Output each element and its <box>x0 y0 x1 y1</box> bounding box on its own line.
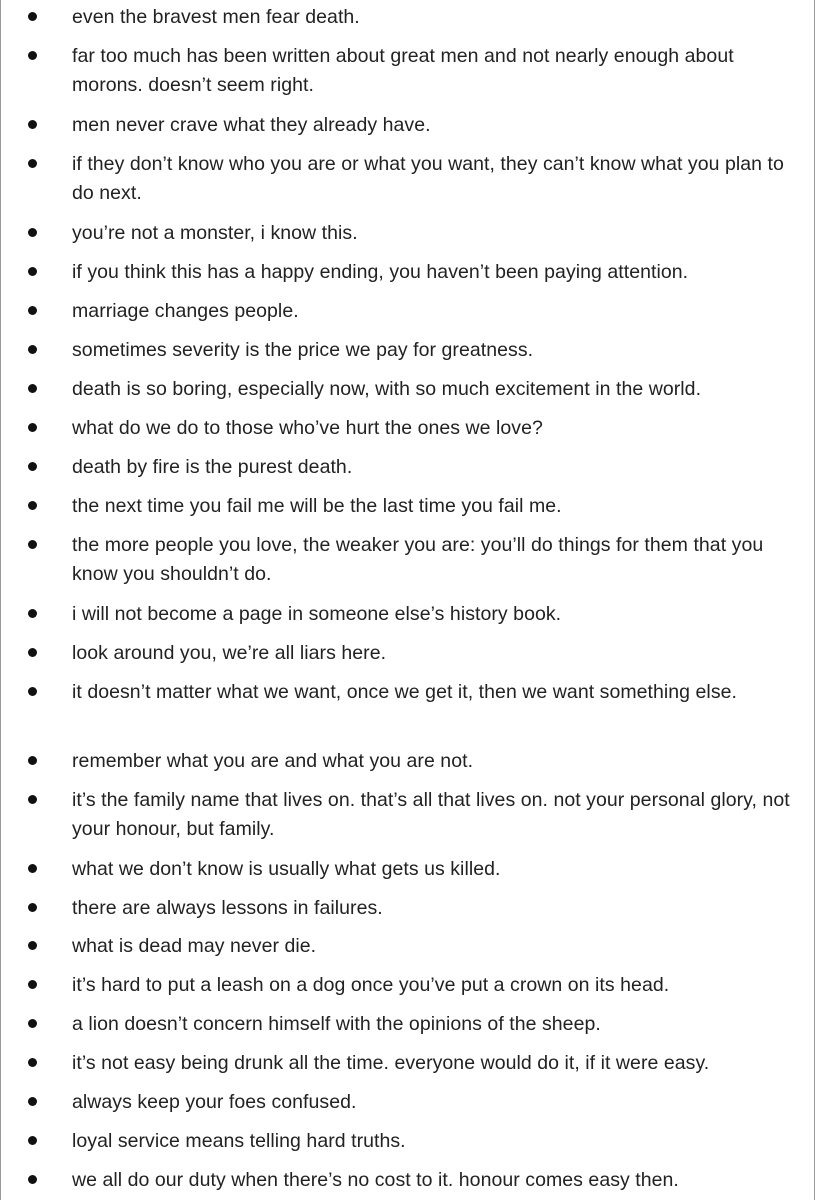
quote-text: it doesn’t matter what we want, once we get it, then we want something else. <box>72 681 737 703</box>
quote-text: it’s the family name that lives on. that’s all that lives on. not your personal glory, not your honour, but family. <box>72 789 790 840</box>
quote-text: loyal service means telling hard truths. <box>72 1130 406 1152</box>
bullet-icon <box>28 609 37 618</box>
bullet-icon <box>28 345 37 354</box>
quote-text: i will not become a page in someone else’s history book. <box>72 603 562 625</box>
quote-text: the more people you love, the weaker you are: you’ll do things for them that you know you shouldn’t do. <box>72 534 764 585</box>
quote-text: remember what you are and what you are not. <box>72 750 474 772</box>
bullet-icon <box>28 120 37 129</box>
bullet-icon <box>28 941 37 950</box>
quote-text: sometimes severity is the price we pay for greatness. <box>72 339 534 361</box>
quote-text: marriage changes people. <box>72 300 299 322</box>
quote-text: always keep your foes confused. <box>72 1091 357 1113</box>
bullet-icon <box>28 306 37 315</box>
quote-text: look around you, we’re all liars here. <box>72 642 387 664</box>
quote-text: you’re not a monster, i know this. <box>72 222 358 244</box>
quote-text: what we don’t know is usually what gets us killed. <box>72 858 501 880</box>
bullet-icon <box>28 648 37 657</box>
bullet-icon <box>28 795 37 804</box>
quote-text: what is dead may never die. <box>72 935 317 957</box>
quote-text: if they don’t know who you are or what you want, they can’t know what you plan to do next. <box>72 153 784 204</box>
bullet-icon <box>28 384 37 393</box>
bullet-icon <box>28 267 37 276</box>
quote-text: it’s not easy being drunk all the time. everyone would do it, if it were easy. <box>72 1052 710 1074</box>
bullet-icon <box>28 1097 37 1106</box>
bullet-icon <box>28 980 37 989</box>
bullet-icon <box>28 159 37 168</box>
bullet-icon <box>28 903 37 912</box>
quote-text: it’s hard to put a leash on a dog once you’ve put a crown on its head. <box>72 974 670 996</box>
quote-text: what do we do to those who’ve hurt the ones we love? <box>72 417 543 439</box>
bullet-icon <box>28 1058 37 1067</box>
quote-text: if you think this has a happy ending, you haven’t been paying attention. <box>72 261 689 283</box>
bullet-icon <box>28 864 37 873</box>
quote-text: death by fire is the purest death. <box>72 456 353 478</box>
left-frame-border <box>0 0 1 1200</box>
quote-text: death is so boring, especially now, with so much excitement in the world. <box>72 378 702 400</box>
quote-text: men never crave what they already have. <box>72 114 431 136</box>
bullet-icon <box>28 501 37 510</box>
bullet-icon <box>28 756 37 765</box>
quote-text: a lion doesn’t concern himself with the opinions of the sheep. <box>72 1013 601 1035</box>
bullet-icon <box>28 462 37 471</box>
quote-text: even the bravest men fear death. <box>72 6 360 28</box>
bullet-icon <box>28 1019 37 1028</box>
bullet-icon <box>28 51 37 60</box>
quote-text: there are always lessons in failures. <box>72 897 383 919</box>
bullet-icon <box>28 540 37 549</box>
bullet-icon <box>28 1175 37 1184</box>
bullet-icon <box>28 687 37 696</box>
bullet-icon <box>28 1136 37 1145</box>
bullet-icon <box>28 228 37 237</box>
quote-text: we all do our duty when there’s no cost to it. honour comes easy then. <box>72 1169 679 1191</box>
bullet-icon <box>28 12 37 21</box>
bullet-icon <box>28 423 37 432</box>
quote-text: the next time you fail me will be the last time you fail me. <box>72 495 562 517</box>
quote-text: far too much has been written about great men and not nearly enough about morons. doesn’t seem right. <box>72 45 734 96</box>
